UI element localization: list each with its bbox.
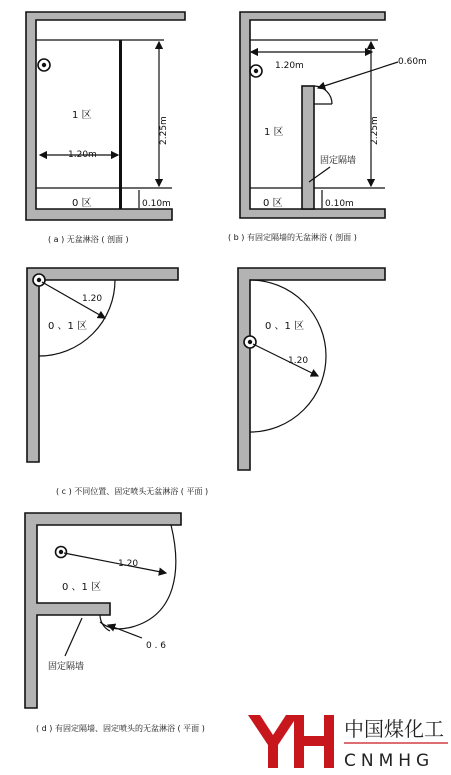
small-radius-label-d: 0 . 6 [146,641,167,651]
zone-label-c-left: 0 、1 区 [48,321,88,332]
radius-dim-d [64,553,166,573]
radius-leader-b [318,62,398,88]
width-dim-label-a: 1.20m [68,150,97,160]
wall-a [26,12,185,220]
height-dim-label-b: 2.25m [370,116,380,145]
zone-boundary-a [119,40,122,209]
caption-a: ( a ) 无盆淋浴 ( 剖面 ) [48,235,129,244]
height-dim-label-a: 2.25m [159,116,169,145]
caption-c: ( c ) 不同位置、固定喷头无盆淋浴 ( 平面 ) [56,487,209,496]
radius-label-d: 1.20 [118,559,139,569]
partition-leader-d [65,618,82,656]
small-arc-d [100,615,110,631]
wall-c-right [238,268,385,470]
radius-dim-c-right [253,344,318,376]
diagram-a [26,12,185,244]
shower-head-icon [244,336,256,348]
zone-arc-d [100,525,176,629]
diagram-b [228,12,427,242]
diagram-c-right [56,268,385,496]
base-dim-label-b: 0.10m [325,199,354,209]
cnmhg-logo [240,712,450,775]
diagram-d [25,513,205,733]
shower-head-icon [56,547,67,558]
wall-c-left [27,268,178,462]
zone0-label-a: 0 区 [72,198,92,209]
radius-label-b: 0.60m [398,57,427,67]
zone0-label-b: 0 区 [263,198,283,209]
caption-b: ( b ) 有固定隔墙的无盆淋浴 ( 剖面 ) [228,233,357,242]
small-radius-leader-d [108,625,142,638]
logo-chinese: 中国煤化工 [344,717,444,741]
width-dim-label-b: 1.20m [275,61,304,71]
diagram-c-left [27,268,178,462]
zone-arc-c-left [39,280,115,356]
radius-label-c-right: 1.20 [288,356,309,366]
base-dim-label-a: 0.10m [142,199,171,209]
partition-label-d: 固定隔墙 [48,662,85,672]
logo-latin: CNMHG [344,751,435,771]
partition-label-b: 固定隔墙 [320,156,357,166]
partition-b [302,86,314,209]
wall-d [25,513,181,708]
zone1-label-b: 1 区 [264,127,284,138]
zone1-label-a: 1 区 [72,110,92,121]
shower-head-icon [33,274,45,286]
caption-d: ( d ) 有固定隔墙、固定喷头的无盆淋浴 ( 平面 ) [36,724,205,733]
radius-label-c-left: 1.20 [82,294,103,304]
radius-arc-b [314,86,332,104]
shower-head-icon [250,65,262,77]
zone-label-d: 0 、1 区 [62,582,102,593]
shower-head-icon [38,59,50,71]
zone-label-c-right: 0 、1 区 [265,321,305,332]
